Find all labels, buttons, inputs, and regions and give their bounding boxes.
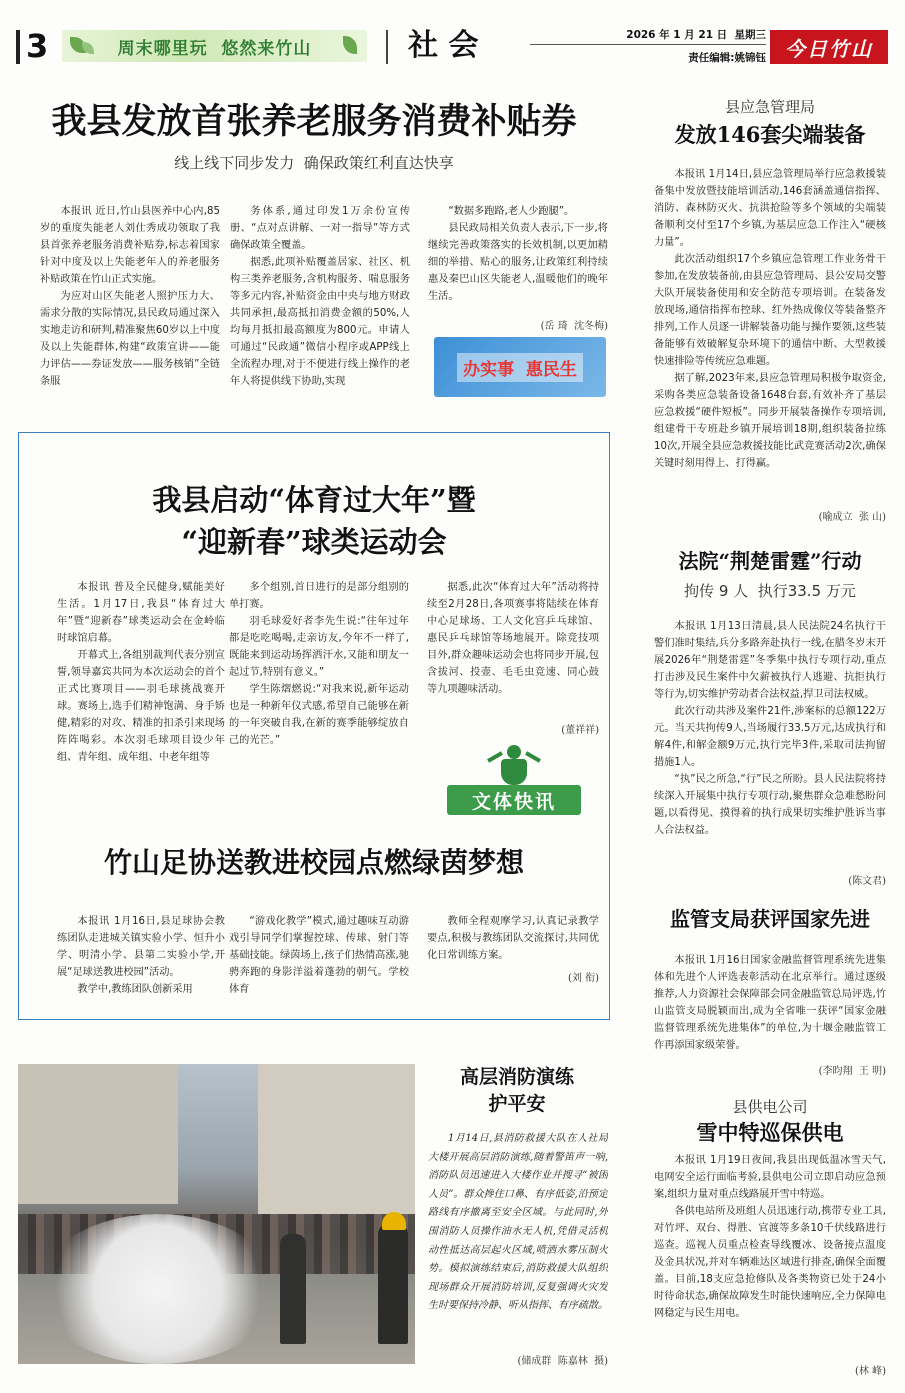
byline: (董祥祥)	[561, 725, 599, 736]
byline: (陈文君)	[848, 876, 886, 887]
sports-badge: 文体快讯	[439, 745, 589, 817]
byline: (岳 琦 沈冬梅)	[540, 321, 608, 332]
editor-credit: 责任编辑:姚锦钰	[688, 52, 766, 64]
headline: 我县启动“体育过大年”暨 “迎新春”球类运动会	[152, 483, 476, 559]
headline: 雪中特巡保供电	[696, 1120, 844, 1145]
photo-credit: (储成群 陈嘉林 摄)	[517, 1356, 608, 1367]
weekend-banner	[62, 30, 367, 62]
byline: (喻成立 张 山)	[818, 512, 886, 523]
helmet	[382, 1212, 406, 1230]
athlete-icon	[491, 745, 537, 787]
fire-drill-photo	[18, 1064, 415, 1364]
article-column: 本报讯 普及全民健身,赋能美好生活。1月17日,我县“体育过大年”暨“迎新春”球类运动会在金岭临时球馆启幕。 开幕式上,各组别裁判代表分别宣誓,领导嘉宾共同为本次运动会的首个正式比赛项目——羽毛球挑战赛开球。赛场上,选手们精神饱满、身手矫健,精彩的对攻、精准的扣杀引来现场阵阵喝彩。本次羽毛球项目设少年组、青年组、成年组、中老年组等	[57, 582, 225, 763]
headline: 我县发放首张养老服务消费补贴券	[51, 101, 577, 142]
issue-date: 2026 年 1 月 21 日 星期三	[626, 29, 766, 41]
headline: 竹山足协送教进校园点燃绿茵梦想	[103, 846, 524, 879]
page-number-marker	[16, 30, 20, 64]
building	[18, 1064, 178, 1204]
article-column: “游戏化教学”模式,通过趣味互动游戏引导同学们掌握控球、传球、射门等基础技能。绿茵场上,孩子们热情高涨,驰骋奔跑的身影洋溢着蓬勃的朝气。学校体育	[229, 916, 409, 995]
byline: (刘 衔)	[568, 973, 599, 984]
article-column: 本报讯 1月16日,县足球协会教练团队走进城关镇实验小学、恒升小学、明清小学、县第二实验小学,开展“足球送教进校园”活动。 教学中,教练团队创新采用	[57, 916, 225, 995]
leaf-icon	[343, 36, 357, 54]
article-column: 本报讯 近日,竹山县医养中心内,85岁的重度失能老人刘仕秀成功领取了我县首张养老服务消费补贴券,标志着国家针对中度及以上失能老年人的养老服务补贴政策在竹山正式实施。 为应对山区失能老人照护压力大、需求分散的实际情况,县民政局通过深入实地走访和研判,精准聚焦60岁以上中度及以上失能群体,构建“政策宣讲——能力评估——券证发放——服务核销”全链条服	[40, 206, 220, 387]
article-body: 本报讯 1月16日国家金融监督管理系统先进集体和先进个人评选表彰活动在北京举行。通过逐级推荐,人力资源社会保障部会同金融监管总局评选,竹山监管支局脱颖而出,成为全省唯一获评“国家金融监督管理系统先进集体”的单位,为十堰金融监管工作再添国家级荣誉。	[654, 955, 886, 1051]
article-column: “数据多跑路,老人少跑腿”。 县民政局相关负责人表示,下一步,将继续完善政策落实的长效机制,以更加精细的举措、贴心的服务,让政策红利持续惠及秦巴山区失能老人,温暖他们的晚年生活。	[428, 206, 608, 302]
article-column: 多个组别,首日进行的是部分组别的单打赛。 羽毛球爱好者李先生说:“往年过年都是吃吃喝喝,走亲访友,今年不一样了,既能来到运动场挥洒汗水,又能和朋友一起过节,特别有意义。” 学生陈熠燃说:“对我来说,新年运动也是一种新年仪式感,希望自己能够在新的一年突破自我,在新的赛季能够绽放自己的光芒。”	[229, 582, 409, 746]
news-box	[18, 432, 610, 1020]
article-body: 本报讯 1月13日清晨,县人民法院24名执行干警们准时集结,兵分多路奔赴执行一线,在腊冬岁末开展2026年“荆楚雷霆”冬季集中执行专项行动,重点打击涉及民生案件中欠薪被执行人逃避、抗拒执行等行为,切实维护劳动者合法权益,捍卫司法权威。 此次行动共涉及案件21件,涉案标的总额122万元。当天共拘传9人,当场履行33.5万元,达成执行和解4件,和解金额9万元,执行完毕3件,采取司法拘留措施1人。 “执”民之所急,“行”民之所盼。县人民法院将持续深入开展集中执行专项行动,聚焦群众急难愁盼问题,以看得见、摸得着的执行成果切实维护胜诉当事人合法权益。	[654, 621, 886, 836]
masthead-rule	[530, 44, 766, 45]
section-title: 社 会	[408, 28, 479, 63]
headline: 法院“荆楚雷霆”行动	[678, 549, 862, 573]
article-column: 教师全程观摩学习,认真记录教学要点,积极与教练团队交流探讨,共同优化日常训练方案。	[427, 916, 599, 961]
masthead	[0, 0, 905, 70]
byline: (林 峰)	[855, 1366, 886, 1377]
water-mist	[38, 1214, 278, 1364]
headline: 高层消防演练 护平安	[459, 1066, 574, 1115]
firefighter	[280, 1234, 306, 1344]
article-fire-drill	[422, 1064, 612, 1374]
headline: 监管支局获评国家先进	[670, 907, 870, 931]
article-column: 务体系,通过印发1万余份宣传册、“点对点讲解、一对一指导”等方式确保政策全覆盖。 据悉,此项补贴覆盖居家、社区、机构三类养老服务,含机构服务、喘息服务等多元内容,补贴资金由中央与地方财政共同承担,最高抵扣消费金额的50%,人均每月抵扣最高额度为800元。申请人可通过“民政通”微信小程序或APP线上全流程办理,对于不便进行线上操作的老年人将提供线下协助,实现	[230, 206, 410, 387]
newspaper-logo: 今日竹山	[770, 30, 888, 64]
byline: (李昀翔 王 明)	[818, 1066, 886, 1077]
subheadline: 拘传 9 人 执行33.5 万元	[684, 582, 856, 600]
article-body: 本报讯 1月19日夜间,我县出现低温冰雪天气,电网安全运行面临考验,县供电公司立即启动应急预案,组织力量对重点线路展开雪中特巡。 各供电站所及班组人员迅速行动,携带专业工具,对竹坪、双台、得胜、官渡等多条10千伏线路进行巡查。巡视人员重点检查导线覆冰、设备接点温度及金具状况,并对车辆难达区域进行排查,确保全面覆盖。目前,18支应急抢修队及各类物资已处于24小时待命状态,确保故障发生时能快速响应,全力保障电网稳定与民生用电。	[654, 1155, 886, 1319]
kicker: 县供电公司	[732, 1098, 808, 1116]
building	[258, 1064, 415, 1214]
kicker: 县应急管理局	[724, 98, 815, 116]
masthead-divider	[386, 30, 388, 64]
subheadline: 线上线下同步发力 确保政策红利直达快享	[174, 154, 454, 172]
firefighter	[378, 1224, 408, 1344]
right-column	[650, 90, 890, 1380]
headline: 发放146套尖端装备	[674, 122, 866, 147]
weekend-banner-text: 周末哪里玩 悠然来竹山	[117, 38, 312, 59]
column-badge: 办实事 惠民生	[434, 337, 606, 397]
article-column: 据悉,此次“体育过大年”活动将持续至2月28日,各项赛事将陆续在体育中心足球场、工人文化宫乒乓球馆、惠民乒乓球馆等场地展开。除竞技项目外,群众趣味运动会也将同步开展,包含拔河、投壶、毛毛虫竞速、同心鼓等九项趣味活动。	[427, 582, 599, 695]
page-number: 3	[26, 27, 49, 65]
article-body: 1月14日,县消防救援大队在人社局大楼开展高层消防演练,随着警笛声一响,消防队员迅速进入大楼作业并搜寻“被困人员”。群众搀住口鼻、有序低姿,沿预定路线有序撤离至安全区域。与此同时,外围消防人员操作油水无人机,凭借灵活机动性抵达高层起火区域,喷洒水雾压制火势。模拟演练结束后,消防救援大队组织现场群众开展消防培训,反复强调火灾发生时要保持冷静、听从指挥、有序疏散。	[428, 1133, 608, 1312]
article-body: 本报讯 1月14日,县应急管理局举行应急救援装备集中发放暨技能培训活动,146套涵盖通信指挥、消防、森林防灭火、抗洪抢险等多个领域的尖端装备顺利交付至17个乡镇,为基层应急工作注入“硬核力量”。 此次活动组织17个乡镇应急管理工作业务骨干参加,在发放装备前,由县应急管理局、县公安局交警大队开展装备使用和安全防范专项培训。在装备发放现场,通信指挥布控球、红外热成像仪等装备整齐排列,工作人员逐一讲解装备功能与操作要领,这些装备能够有效破解复杂环境下的通信中断、大型救援快速排险等传统应急难题。 据了解,2023年来,县应急管理局积极争取资金,采购各类应急装备设备1648台套,有效补齐了基层应急救援“硬件短板”。同步开展装备操作专项培训,组建骨干专班赴乡镇开展培训18期,组织装备拉练10次,开展全县应急救援技能比武竞赛活动2次,确保关键时刻用得上、打得赢。	[654, 169, 886, 469]
article-elderly-subsidy	[18, 90, 618, 420]
